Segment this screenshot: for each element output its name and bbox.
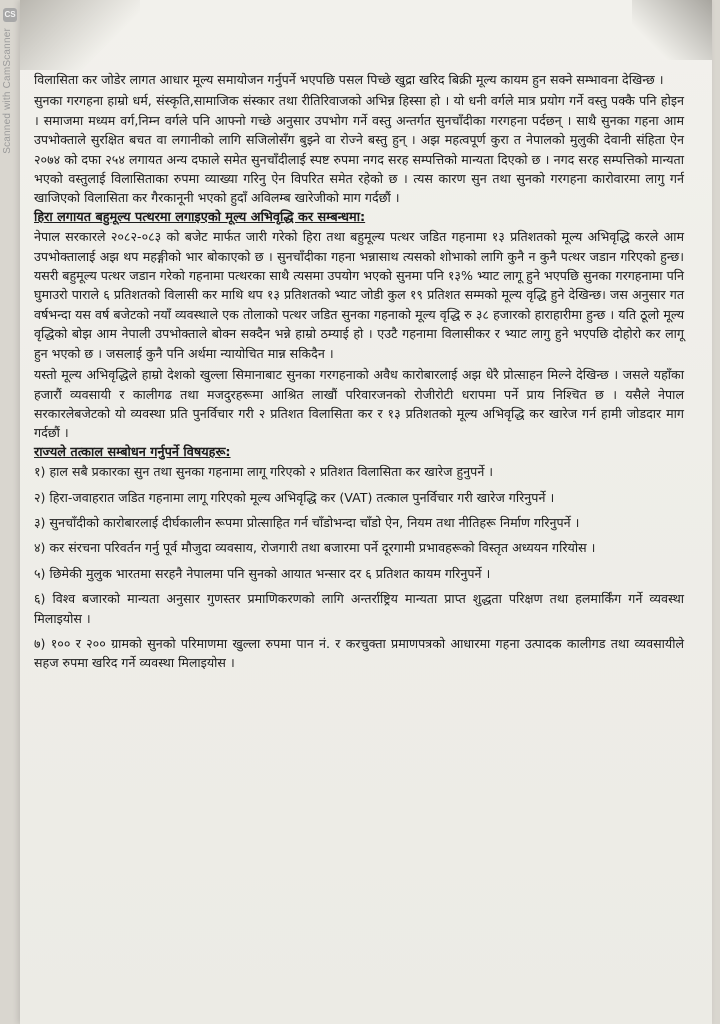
paragraph-diamond-vat: नेपाल सरकारले २०८२-०८३ को बजेट मार्फत जारी गरेको हिरा तथा बहुमूल्य पत्थर जडित गहनामा १३ प्रतिशतको मूल्य अभिवृद्धि करले आम उपभोक्तालाई अझ थप महङ्गीको भार बोकाएको छ । सुनचाँदीका गहना भन्नासाथ त्यसको शोभाको लागि कुनै न कुनै पत्थर जडान गरिएको हुन्छ।यसरी बहुमूल्य पत्थर जडान गरेको गहनामा पत्थरका साथै त्यसमा उपयोग भएको सुनमा पनि १३% भ्याट लागू हुने भएपछि सुनका गरगहनामा पनि घुमाउरो पाराले ६ प्रतिशतको विलासी कर माथि थप १३ प्रतिशतको भ्याट जोडी कुल १९ प्रतिशत सम्मको मूल्य वृद्धि हुने देखिन्छ। जस अनुसार गत वर्षभन्दा यस वर्ष बजेटको नयाँ व्यवस्थाले एक तोलाको पत्थर जडित सुनका गहनाको मूल्य वृद्धि रु ३८ हजारको हाराहारीमा हुन्छ । यति ठूलो मूल्य वृद्धिको बोझ आम नेपाली उपभोक्ताले बोक्न सक्दैन भन्ने हाम्रो ठम्याई हो । एउटै गहनामा विलासीकर र भ्याट लागु हुने भएपछि दोहोरो कर लागू हुन भएको छ । जसलाई कुनै पनि अर्थमा न्यायोचित मान्न सकिदैन । — [34, 229, 684, 361]
demand-item-4: ४) कर संरचना परिवर्तन गर्नु पूर्व मौजुदा व्यवसाय, रोजगारी तथा बजारमा पर्ने दूरगामी प्रभावहरूको विस्तृत अध्ययन गरियोस । — [34, 540, 596, 556]
demand-item-5: ५) छिमेकी मुलुक भारतमा सरहनै नेपालमा पनि सुनको आयात भन्सार दर ६ प्रतिशत कायम गरिनुपर्ने । — [34, 565, 491, 581]
page-shadow-top-left — [20, 0, 140, 70]
demand-item-3: ३) सुनचाँदीको कारोबारलाई दीर्घकालीन रूपमा प्रोत्साहित गर्न चाँडोभन्दा चाँडो ऐन, नियम तथा नीतिहरू निर्माण गरिनुपर्ने । — [34, 514, 580, 530]
paragraph-intro: विलासिता कर जोडेर लागत आधार मूल्य समायोजन गर्नुपर्ने भएपछि पसल पिच्छे खुद्रा खरिद बिक्री मूल्य कायम हुन सक्ने सम्भावना देखिन्छ । — [34, 72, 664, 87]
camscanner-logo-icon: CS — [3, 8, 17, 22]
document-body — [34, 70, 684, 673]
paragraph-gold-culture: सुनका गरगहना हाम्रो धर्म, संस्कृति,सामाजिक संस्कार तथा रीतिरिवाजको अभिन्न हिस्सा हो । यो धनी वर्गले मात्र प्रयोग गर्ने वस्तु पक्कै पनि होइन । समाजमा मध्यम वर्ग,निम्न वर्गले पनि आफ्नो गच्छे अनुसार उपभोग गर्ने वस्तु अन्तर्गत सुनचाँदीका गरगहना पर्दछन् । साथै सुनका गहना आम उपभोक्ताले सुरक्षित बचत वा लगानीको लागि सजिलोसँग बुझ्ने वा रोज्ने बस्तु हुन् । अझ महत्वपूर्ण कुरा त नेपालको मुलुकी देवानी संहिता ऐन २०७४ को दफा २५४ लगायत अन्य दफाले समेत सुनचाँदीलाई स्पष्ट रुपमा नगद सरह सम्पत्तिको मान्यता दिएको छ । नगद सरह सम्पत्तिको मान्यता भएको वस्तुलाई विलासिताका रुपमा व्याख्या गरिनु ऐन विपरित समेत रहेको छ । त्यस कारण सुन तथा सुनको गरगहना कारोवारमा लागु गर्न खाजिएको विलासिता कर गैरकानूनी भएको हुदाँ अविलम्ब खारेजीको माग गर्दछौं । — [34, 93, 684, 206]
section-heading-diamond-vat: हिरा लगायत बहुमूल्य पत्थरमा लगाइएको मूल्य अभिवृद्धि कर सम्बन्धमा: — [34, 209, 366, 225]
watermark-text: Scanned with CamScanner — [2, 28, 13, 154]
paragraph-smuggling: यस्तो मूल्य अभिवृद्धिले हाम्रो देशको खुल्ला सिमानाबाट सुनका गरगहनाको अवैध कारोबारलाई अझ धेरै प्रोत्साहन मिल्ने देखिन्छ । जसले यहाँका हजारौं व्यवसायी र कालीगढ तथा मजदुरहरूमा आश्रित लाखौं परिवारजनको रोजीरोटी धरापमा पर्ने प्राय निश्चित छ । यसैले नेपाल सरकारलेबजेटको यो व्यवस्था प्रति पुनर्विचार गरी २ प्रतिशत विलासिता कर र १३ प्रतिशतको मूल्य अभिवृद्धि कर खारेज गर्न हामी जोडदार माग गर्दछौं । — [34, 367, 684, 441]
demand-item-2: २) हिरा-जवाहरात जडित गहनामा लागू गरिएको मूल्य अभिवृद्धि कर (VAT) तत्काल पुनर्विचार गरी खारेज गरिनुपर्ने । — [34, 489, 555, 505]
demand-item-7: ७) १०० र २०० ग्रामको सुनको परिमाणमा खुल्ला रुपमा पान नं. र करचुक्ता प्रमाणपत्रको आधारमा गहना उत्पादक कालीगड तथा व्यवसायीले सहज रुपमा खरिद गर्ने व्यवस्था मिलाइयोस । — [34, 635, 684, 671]
camscanner-watermark — [2, 8, 18, 208]
page-shadow-top-right — [632, 0, 712, 60]
demand-item-6: ६) विश्व बजारको मान्यता अनुसार गुणस्तर प्रमाणिकरणको लागि अन्तर्राष्ट्रिय मान्यता प्राप्त शुद्धता परिक्षण तथा हलमार्किंग गर्ने व्यवस्था मिलाइयोस । — [34, 591, 684, 626]
demand-item-1: १) हाल सबै प्रकारका सुन तथा सुनका गहनामा लागू गरिएको २ प्रतिशत विलासिता कर खारेज हुनुपर्ने । — [34, 464, 494, 480]
section-heading-demands: राज्यले तत्काल सम्बोधन गर्नुपर्ने विषयहरू: — [34, 444, 231, 460]
